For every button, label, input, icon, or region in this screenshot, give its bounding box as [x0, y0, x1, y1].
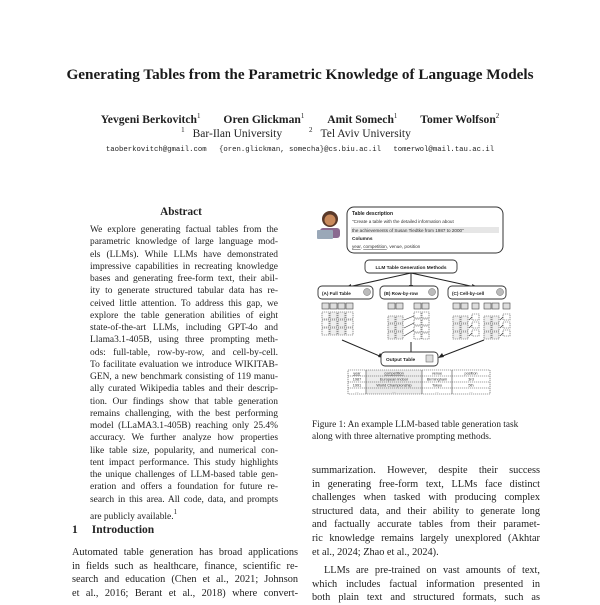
affiliation-mark: 1 — [393, 112, 398, 120]
grid-cell — [484, 316, 491, 323]
table-cell-text: European Indoor — [379, 377, 409, 382]
author — [327, 113, 397, 126]
method-label: (C) Cell-by-cell — [452, 291, 485, 296]
affiliation-mark: 1 — [300, 112, 305, 120]
method-cell-by-cell — [448, 286, 506, 299]
table-cell-text: ... — [355, 389, 359, 394]
grid-cell — [396, 324, 403, 331]
grid-cell — [492, 324, 499, 331]
text-line: eration and offers a foundation for future re- — [90, 482, 278, 493]
text-line: accuracy. We further analyze how properties — [90, 433, 278, 444]
method-row-by-row — [380, 286, 438, 299]
grid-cell — [414, 303, 421, 309]
grid-cell — [422, 303, 429, 309]
grid-cell — [414, 333, 421, 339]
connector — [404, 330, 414, 336]
text-line: model (LLaMA3.1-405B) reaching only 25.4% — [90, 421, 278, 431]
grid-cell — [414, 326, 421, 332]
grid-cell — [396, 332, 403, 339]
connector — [500, 325, 503, 328]
grid-cell — [472, 314, 479, 320]
affiliation-mark: 2 — [495, 112, 500, 120]
method-label: (B) Row-by-row — [384, 291, 418, 296]
columns-label: Columns — [352, 237, 373, 242]
grid-cell — [492, 332, 499, 339]
text-line: impressive capabilities in recreating knowledge — [90, 261, 278, 272]
text-line: challenges when tasked with producing complex — [312, 492, 540, 504]
grid-cell — [414, 319, 421, 325]
text-line: parametric knowledge of large language mod- — [90, 237, 278, 248]
column-name: venue — [389, 244, 402, 249]
connector — [500, 317, 503, 320]
grid-cell — [461, 324, 468, 331]
grid-cell — [338, 328, 345, 335]
grid-cell — [492, 303, 499, 309]
grid-cell — [346, 320, 353, 327]
table-cell-text: ... — [392, 389, 396, 394]
table-cell-text: position — [464, 371, 478, 376]
grid-cell — [453, 324, 460, 331]
description-text: the achievements of Susan Tiedtke from 1987 to 2000" — [352, 228, 464, 233]
grid-cell — [422, 326, 429, 332]
grid-cell — [388, 324, 395, 331]
grid-cell — [322, 320, 329, 327]
grid-cell — [396, 316, 403, 323]
author — [223, 113, 304, 126]
grid-cell — [414, 312, 421, 318]
grid-cell — [492, 316, 499, 323]
grid-cell — [503, 303, 510, 309]
column-name: competition — [363, 244, 387, 249]
grid-cell — [461, 303, 468, 309]
text-line: ric knowledge remains largely unexplored (Akhtar — [312, 532, 540, 544]
method-label: (A) Full Table — [322, 291, 351, 296]
text-line: tion. Our findings show that table generation — [90, 396, 278, 407]
connector — [404, 323, 414, 328]
grid-cell — [338, 312, 345, 319]
grid-cell — [503, 330, 510, 336]
grid-cell — [472, 330, 479, 336]
figure-caption — [312, 420, 540, 444]
text-line: are publicly available.$^1$ — [90, 507, 178, 522]
methods-label: LLM Table Generation Methods — [375, 266, 447, 271]
paper-title: Generating Tables from the Parametric Knowledge of Language Models — [66, 66, 534, 83]
affiliations — [0, 126, 600, 140]
grid-cell — [338, 303, 345, 309]
robot-icon — [364, 289, 371, 296]
grid-cell — [484, 324, 491, 331]
author-name: Yevgeni Berkovitch — [100, 113, 198, 126]
text-line: ally curated Wikipedia tables and their descrip- — [90, 384, 278, 395]
robot-icon — [497, 289, 504, 296]
text-line: state-of-the-art LLMs, including GPT-4o and — [90, 323, 278, 333]
grid-cell — [461, 332, 468, 339]
email[interactable]: tomerwol@mail.tau.ac.il — [393, 146, 495, 154]
author — [420, 113, 499, 126]
connector — [469, 333, 472, 336]
text-line: tent impact performance. This study highlights — [90, 457, 278, 468]
text-line: et al., 2016; Berant et al., 2018) where convert- — [72, 587, 298, 599]
text-line: We explore generating factual tables from the — [90, 225, 278, 235]
caption-line: along with three alternative prompting methods. — [312, 431, 492, 442]
author-list — [0, 112, 600, 126]
abstract-body — [90, 224, 278, 522]
text-line: both plain text and structured formats, such as — [312, 592, 540, 604]
affiliation-name: Bar-Ilan University — [192, 128, 283, 140]
table-cell-text: ... — [469, 389, 473, 394]
user-avatar-icon — [317, 211, 340, 239]
text-line: ity to generate structured tabular data has re- — [90, 286, 278, 297]
affiliation-name: Tel Aviv University — [320, 128, 411, 140]
grid-cell — [346, 312, 353, 319]
robot-icon — [429, 289, 436, 296]
grid-cell — [422, 312, 429, 318]
description-text: "Create a table with the detailed information about — [352, 219, 454, 224]
email[interactable]: {oren.glickman, somecha}@cs.biu.ac.il — [218, 146, 382, 154]
grid-cell — [388, 316, 395, 323]
grid-cell — [484, 332, 491, 339]
text-line: like table size, popularity, and numerical con- — [90, 445, 278, 456]
affiliation-mark: 1 — [181, 126, 185, 134]
grid-cell — [330, 320, 337, 327]
affiliation — [309, 128, 419, 140]
flow-arrows — [348, 273, 475, 287]
table-cell-text: 3rd — [468, 377, 474, 382]
grid-cell — [484, 303, 491, 309]
connector — [469, 325, 472, 328]
grid-cell — [422, 319, 429, 325]
grid-cell — [453, 316, 460, 323]
affiliation — [181, 128, 290, 140]
table-icon — [426, 355, 433, 362]
abstract-heading: Abstract — [160, 206, 202, 218]
grid-cell — [503, 314, 510, 320]
text-line: remains challenging, with the best performing — [90, 408, 278, 419]
section-title: Introduction — [91, 524, 155, 536]
description-label: Table description — [352, 211, 394, 217]
method-full-table — [318, 286, 373, 299]
caption-line: Figure 1: An example LLM-based table generation task — [312, 420, 519, 430]
footnote-mark[interactable]: 1 — [173, 507, 178, 516]
text-line: GEN, a new benchmark consisting of 119 manu- — [90, 372, 278, 382]
figure-1 — [312, 200, 542, 410]
columns-list: year, competition, venue, position — [352, 244, 421, 249]
text-line: search in this area. All code, data, and prompts — [90, 494, 278, 505]
connector — [500, 333, 503, 336]
text-line: search and education (Chen et al., 2021; Johnson — [72, 574, 298, 586]
output-table — [348, 370, 490, 394]
affiliation-mark: 1 — [197, 112, 201, 120]
text-line: and factually accurate tables from their paramet- — [312, 519, 540, 531]
text-line: LLMs are pre-trained on vast amounts of text, — [324, 565, 540, 577]
text-line: et al., 2024; Zhao et al., 2024). — [312, 546, 439, 558]
table-cell-text: Tokyo — [432, 383, 442, 388]
text-line: bases and generating free-form text, their abil- — [90, 274, 278, 284]
grid-cell — [503, 322, 510, 328]
affiliation-mark: 2 — [309, 126, 313, 134]
introduction-heading — [72, 524, 154, 536]
grid-cell — [396, 303, 403, 309]
grid-cell — [322, 328, 329, 335]
grid-cell — [388, 332, 395, 339]
text-line: To facilitate evaluation we introduce WIKITAB- — [90, 359, 278, 370]
grid-cell — [472, 322, 479, 328]
table-cell-text: 1987 — [352, 377, 362, 382]
column-name: year — [352, 244, 361, 249]
author-name: Tomer Wolfson — [420, 113, 496, 126]
table-cell-text: year — [353, 371, 361, 376]
text-line: which includes factual information presented in — [312, 578, 540, 590]
table-cell-text: 5th — [468, 383, 474, 388]
text-line: ceived little attention. To address this gap, we — [90, 298, 278, 309]
grid-cell — [422, 333, 429, 339]
text-line: in fields such as healthcare, finance, scientific re- — [72, 560, 298, 572]
introduction-body — [72, 546, 298, 600]
text-line: the unique challenges of LLM-based table gen- — [90, 470, 278, 480]
grid-cell — [330, 303, 337, 309]
grid-cell — [453, 332, 460, 339]
table-cell-text: World Championship — [376, 383, 412, 388]
text-line: summarization. However, despite their success — [312, 465, 540, 476]
text-line: Automated table generation has broad applications — [72, 547, 298, 558]
text-line: explore the table generation abilities of eight — [90, 310, 278, 321]
text-line: els (LLMs). While LLMs have demonstrated — [90, 249, 278, 260]
author-name: Amit Somech — [327, 113, 394, 126]
text-line: structured data, and their ability to generate long — [312, 505, 540, 517]
table-cell-text: ... — [435, 389, 439, 394]
grid-cell — [388, 303, 395, 309]
table-cell-text: 1991 — [352, 383, 362, 388]
grid-cell — [453, 303, 460, 309]
grid-cell — [322, 312, 329, 319]
grid-cell — [472, 303, 479, 309]
section-number: 1 — [72, 524, 78, 536]
method-diagrams — [322, 303, 510, 339]
text-line: in generating free-form text, LLMs face distinct — [312, 478, 540, 490]
author-emails — [0, 146, 600, 154]
email[interactable]: taoberkovitch@gmail.com — [105, 146, 207, 154]
grid-cell — [330, 312, 337, 319]
table-cell-text: competition — [384, 371, 404, 376]
grid-cell — [346, 328, 353, 335]
column-name: position — [404, 244, 421, 249]
author — [101, 113, 201, 126]
output-table-label: Output Table — [386, 358, 416, 363]
text-line: ods: full-table, row-by-row, and cell-by-cell. — [90, 347, 278, 358]
connector — [404, 316, 414, 320]
grid-cell — [330, 328, 337, 335]
grid-cell — [461, 316, 468, 323]
table-cell-text: venue — [431, 371, 443, 376]
author-name: Oren Glickman — [223, 113, 301, 126]
table-cell-text: Birmingham — [426, 377, 448, 382]
grid-cell — [346, 303, 353, 309]
text-line: Llama3.1-405B, using three prompting meth- — [90, 335, 278, 346]
connector — [469, 317, 472, 320]
right-column-body — [312, 464, 540, 605]
grid-cell — [322, 303, 329, 309]
grid-cell — [338, 320, 345, 327]
